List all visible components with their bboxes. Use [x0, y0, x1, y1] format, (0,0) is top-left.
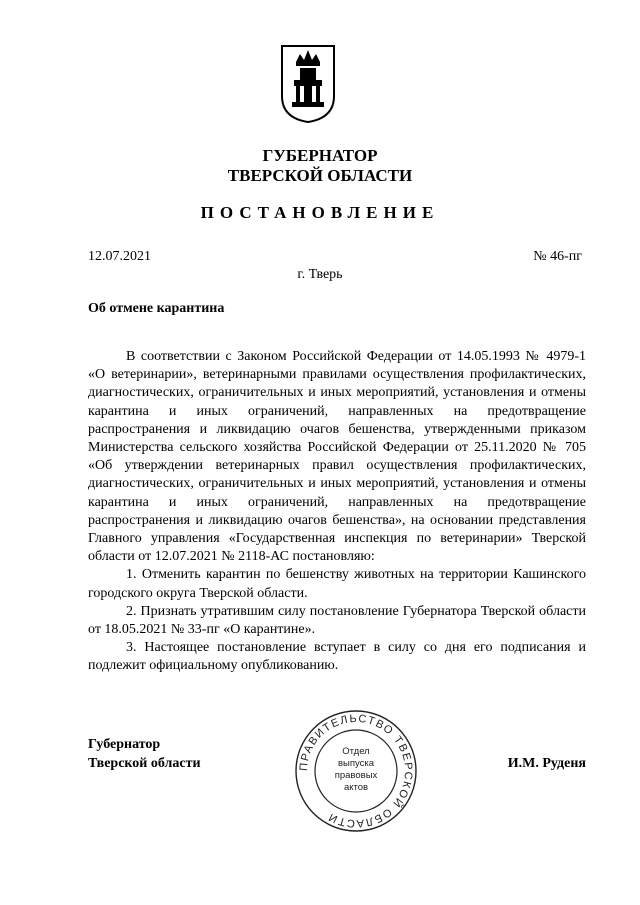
resolution-item-1: 1. Отменить карантин по бешенству животных на территории Кашинского городского округа Тверской области. [88, 567, 586, 601]
signatory-position-line1: Губернатор [88, 737, 161, 752]
signatory-position [88, 735, 201, 773]
stamp-ring-text: ПРАВИТЕЛЬСТВО ТВЕРСКОЙ ОБЛАСТИ [297, 712, 415, 830]
coat-of-arms-icon [280, 44, 336, 124]
official-stamp-icon [293, 708, 419, 834]
document-subject: Об отмене карантина [88, 301, 225, 316]
stamp-center-line2: выпуска [337, 758, 375, 769]
document-date: 12.07.2021 [88, 249, 151, 264]
resolution-item-2: 2. Признать утратившим силу постановление Губернатора Тверской области от 18.05.2021 № 33-пг «О карантине». [88, 603, 586, 638]
document-number: № 46-пг [533, 249, 582, 264]
authority-title-line1: ГУБЕРНАТОР [262, 146, 378, 165]
signatory-position-line2: Тверской области [88, 756, 201, 771]
document-body [88, 348, 586, 676]
preamble-paragraph: В соответствии с Законом Российской Федерации от 14.05.1993 № 4979-1 «О ветеринарии», ветеринарными правилами осуществления профилактических, диагностических, ограничительных и иных мероприятий, установления и отмены карантина и иных ограничений, направленных на предотвращение распространения и ликвидацию очагов бешенства, утвержденными приказом Министерства сельского хозяйства Российской Федерации от 25.11.2020 № 705 «Об утверждении ветеринарных правил осуществления профилактических, диагностических, ограничительных и иных мероприятий, установления и отмены карантина и иных ограничений, направленных на предотвращение распространения и ликвидацию очагов бешенства», на основании представления Главного управления «Государственная инспекция по ветеринарии» Тверской области от 12.07.2021 № 2118-АС постановляю: [88, 349, 586, 565]
authority-title-line2: ТВЕРСКОЙ ОБЛАСТИ [227, 166, 413, 185]
stamp-center-line1: Отдел [342, 746, 370, 757]
document-type-title: ПОСТАНОВЛЕНИЕ [200, 203, 440, 222]
stamp-center-line3: правовых [334, 770, 378, 781]
document-city: г. Тверь [297, 267, 343, 282]
resolution-item-3: 3. Настоящее постановление вступает в силу со дня его подписания и подлежит официальному опубликованию. [88, 640, 586, 674]
signatory-name: И.М. Руденя [507, 756, 586, 771]
stamp-center-line4: актов [343, 782, 369, 793]
